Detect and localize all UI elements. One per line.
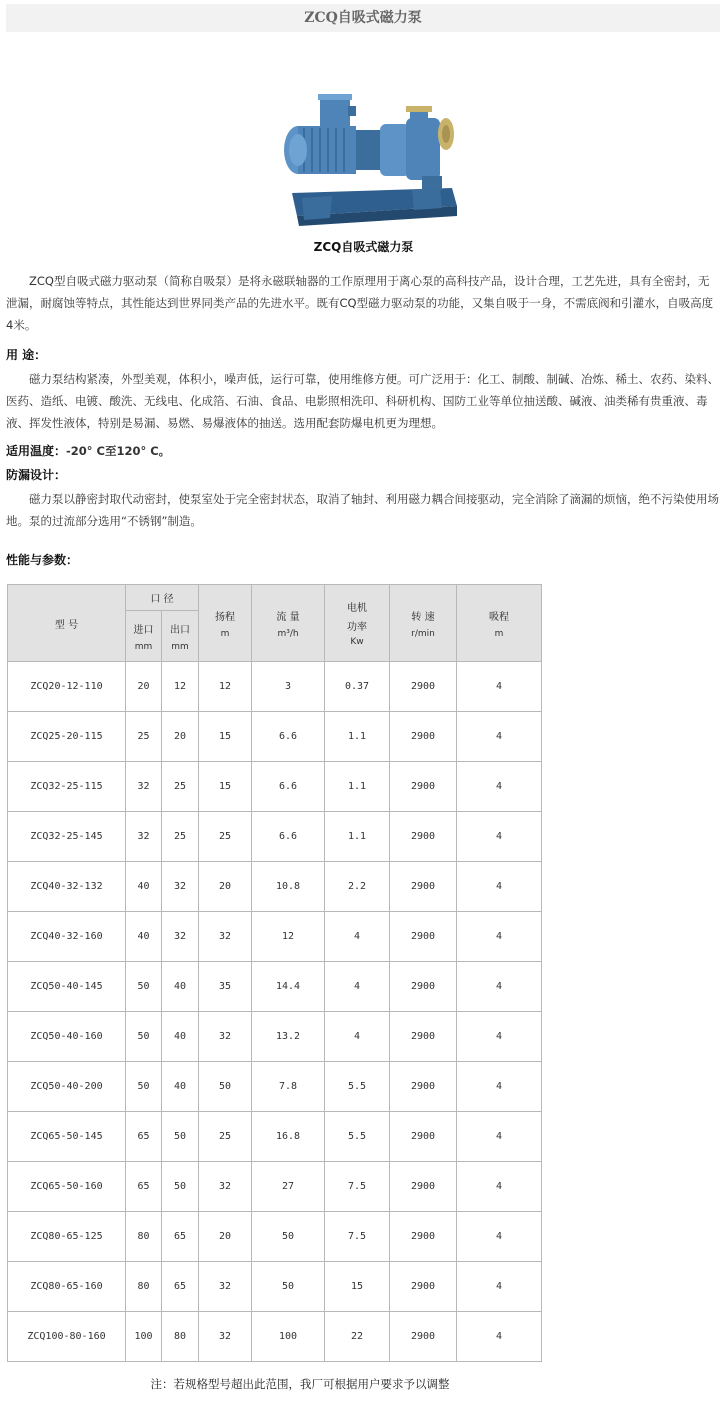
- header-outlet-label: 出口: [170, 624, 190, 636]
- model-cell: ZCQ20-12-110: [8, 662, 126, 712]
- figure-caption: ZCQ自吸式磁力泵: [313, 240, 414, 254]
- power-cell: 5.5: [325, 1062, 390, 1112]
- suction-cell: 4: [457, 862, 542, 912]
- model-cell: ZCQ50-40-200: [8, 1062, 126, 1112]
- spec-table-body: [8, 662, 542, 1362]
- flow-cell: 12: [252, 912, 325, 962]
- outlet-cell: 20: [162, 712, 199, 762]
- speed-cell: 2900: [390, 1212, 457, 1262]
- model-cell: ZCQ40-32-160: [8, 912, 126, 962]
- suction-cell: 4: [457, 912, 542, 962]
- model-cell: ZCQ65-50-160: [8, 1162, 126, 1212]
- suction-cell: 4: [457, 812, 542, 862]
- header-suction: [457, 585, 542, 662]
- speed-cell: 2900: [390, 1062, 457, 1112]
- suction-cell: 4: [457, 1112, 542, 1162]
- header-flow-unit: m³/h: [277, 628, 299, 639]
- table-row: [8, 1262, 542, 1312]
- header-suction-label: 吸程: [489, 611, 509, 623]
- temperature-value: -20° C至120° C。: [66, 444, 171, 458]
- temperature-heading: 适用温度：: [6, 444, 67, 458]
- power-cell: 1.1: [325, 712, 390, 762]
- speed-cell: 2900: [390, 962, 457, 1012]
- power-cell: 1.1: [325, 812, 390, 862]
- flow-cell: 14.4: [252, 962, 325, 1012]
- head-cell: 32: [199, 1162, 252, 1212]
- intro-paragraph: ZCQ型自吸式磁力驱动泵（简称自吸泵）是将永磁联轴器的工作原理用于离心泵的高科技产品，设计合理，工艺先进，具有全密封，无泄漏，耐腐蚀等特点，其性能达到世界同类产品的先进水平。既有CQ型磁力驱动泵的功能，又集自吸于一身，不需底阀和引灌水，自吸高度4米。: [6, 274, 714, 332]
- header-model: 型 号: [8, 585, 126, 662]
- outlet-cell: 65: [162, 1262, 199, 1312]
- suction-cell: 4: [457, 1212, 542, 1262]
- flow-cell: 27: [252, 1162, 325, 1212]
- header-inlet: [126, 611, 162, 662]
- flow-cell: 10.8: [252, 862, 325, 912]
- page-title: ZCQ自吸式磁力泵: [6, 4, 720, 32]
- header-flow-label: 流 量: [276, 611, 300, 623]
- outlet-cell: 40: [162, 962, 199, 1012]
- flow-cell: 6.6: [252, 812, 325, 862]
- header-head-label: 扬程: [215, 611, 235, 623]
- head-cell: 32: [199, 912, 252, 962]
- power-cell: 15: [325, 1262, 390, 1312]
- suction-cell: 4: [457, 1312, 542, 1362]
- model-cell: ZCQ50-40-160: [8, 1012, 126, 1062]
- header-speed-label: 转 速: [411, 611, 435, 623]
- inlet-cell: 50: [126, 1062, 162, 1112]
- power-cell: 7.5: [325, 1212, 390, 1262]
- power-cell: 22: [325, 1312, 390, 1362]
- table-header-row: [8, 585, 542, 611]
- model-cell: ZCQ65-50-145: [8, 1112, 126, 1162]
- outlet-cell: 12: [162, 662, 199, 712]
- suction-cell: 4: [457, 1062, 542, 1112]
- suction-cell: 4: [457, 1262, 542, 1312]
- temperature-row: [6, 442, 170, 459]
- inlet-cell: 32: [126, 812, 162, 862]
- flow-cell: 100: [252, 1312, 325, 1362]
- inlet-cell: 40: [126, 862, 162, 912]
- head-cell: 25: [199, 812, 252, 862]
- speed-cell: 2900: [390, 662, 457, 712]
- head-cell: 50: [199, 1062, 252, 1112]
- outlet-cell: 80: [162, 1312, 199, 1362]
- power-cell: 4: [325, 962, 390, 1012]
- table-row: [8, 1112, 542, 1162]
- outlet-cell: 40: [162, 1062, 199, 1112]
- speed-cell: 2900: [390, 812, 457, 862]
- inlet-cell: 80: [126, 1262, 162, 1312]
- table-row: [8, 712, 542, 762]
- head-cell: 15: [199, 712, 252, 762]
- inlet-cell: 20: [126, 662, 162, 712]
- header-speed-unit: r/min: [411, 628, 435, 639]
- inlet-cell: 65: [126, 1112, 162, 1162]
- head-cell: 32: [199, 1312, 252, 1362]
- table-row: [8, 812, 542, 862]
- power-cell: 2.2: [325, 862, 390, 912]
- table-row: [8, 1212, 542, 1262]
- head-cell: 32: [199, 1262, 252, 1312]
- outlet-cell: 40: [162, 1012, 199, 1062]
- speed-cell: 2900: [390, 1312, 457, 1362]
- inlet-cell: 65: [126, 1162, 162, 1212]
- table-row: [8, 962, 542, 1012]
- outlet-cell: 32: [162, 912, 199, 962]
- header-power-line2: 功率: [347, 622, 367, 633]
- head-cell: 35: [199, 962, 252, 1012]
- inlet-cell: 100: [126, 1312, 162, 1362]
- speed-cell: 2900: [390, 1262, 457, 1312]
- speed-cell: 2900: [390, 762, 457, 812]
- leakproof-heading: 防漏设计：: [6, 468, 67, 482]
- head-cell: 20: [199, 862, 252, 912]
- leakproof-paragraph: 磁力泵以静密封取代动密封，使泵室处于完全密封状态，取消了轴封、利用磁力耦合间接驱动，完全消除了滴漏的烦恼，绝不污染使用场地。泵的过流部分选用“不锈钢”制造。: [6, 492, 719, 528]
- inlet-cell: 40: [126, 912, 162, 962]
- flow-cell: 50: [252, 1262, 325, 1312]
- header-power-unit: Kw: [350, 637, 364, 647]
- suction-cell: 4: [457, 1012, 542, 1062]
- header-inlet-label: 进口: [133, 624, 154, 636]
- outlet-cell: 50: [162, 1112, 199, 1162]
- table-row: [8, 862, 542, 912]
- footnote: 注：若规格型号超出此范围，我厂可根据用户要求予以调整: [150, 1377, 450, 1391]
- table-row: [8, 912, 542, 962]
- header-power: [325, 585, 390, 662]
- suction-cell: 4: [457, 1162, 542, 1212]
- header-head: [199, 585, 252, 662]
- spec-table: [7, 584, 542, 1362]
- usage-heading: 用 途：: [6, 348, 47, 362]
- outlet-cell: 65: [162, 1212, 199, 1262]
- flow-cell: 6.6: [252, 712, 325, 762]
- flow-cell: 16.8: [252, 1112, 325, 1162]
- inlet-cell: 25: [126, 712, 162, 762]
- head-cell: 15: [199, 762, 252, 812]
- header-speed: [390, 585, 457, 662]
- power-cell: 4: [325, 912, 390, 962]
- outlet-cell: 50: [162, 1162, 199, 1212]
- inlet-cell: 50: [126, 1012, 162, 1062]
- usage-paragraph: 磁力泵结构紧凑，外型美观，体积小，噪声低，运行可靠，使用维修方便。可广泛用于：化工、制酸、制碱、冶炼、稀土、农药、染料、医药、造纸、电镀、酸洗、无线电、化成箔、石油、食品、电影照相洗印、科研机构、国防工业等单位抽送酸、碱液、油类稀有贵重液、毒液、挥发性液体，特别是易漏、易燃、易爆液体的抽送。选用配套防爆电机更为理想。: [6, 372, 719, 430]
- specs-heading: 性能与参数：: [6, 553, 79, 567]
- flow-cell: 50: [252, 1212, 325, 1262]
- outlet-cell: 32: [162, 862, 199, 912]
- speed-cell: 2900: [390, 862, 457, 912]
- model-cell: ZCQ32-25-115: [8, 762, 126, 812]
- model-cell: ZCQ25-20-115: [8, 712, 126, 762]
- table-row: [8, 1162, 542, 1212]
- head-cell: 25: [199, 1112, 252, 1162]
- suction-cell: 4: [457, 762, 542, 812]
- model-cell: ZCQ40-32-132: [8, 862, 126, 912]
- flow-cell: 7.8: [252, 1062, 325, 1112]
- header-head-unit: m: [220, 628, 230, 639]
- speed-cell: 2900: [390, 912, 457, 962]
- model-cell: ZCQ80-65-160: [8, 1262, 126, 1312]
- header-outlet: [162, 611, 199, 662]
- speed-cell: 2900: [390, 1112, 457, 1162]
- model-cell: ZCQ32-25-145: [8, 812, 126, 862]
- head-cell: 20: [199, 1212, 252, 1262]
- header-diameter: 口 径: [126, 585, 199, 611]
- speed-cell: 2900: [390, 1162, 457, 1212]
- header-inlet-unit: mm: [134, 641, 153, 652]
- model-cell: ZCQ80-65-125: [8, 1212, 126, 1262]
- table-row: [8, 1312, 542, 1362]
- table-row: [8, 662, 542, 712]
- header-flow: [252, 585, 325, 662]
- table-row: [8, 762, 542, 812]
- pump-image: [262, 88, 467, 233]
- speed-cell: 2900: [390, 1012, 457, 1062]
- table-row: [8, 1012, 542, 1062]
- inlet-cell: 50: [126, 962, 162, 1012]
- power-cell: 7.5: [325, 1162, 390, 1212]
- suction-cell: 4: [457, 662, 542, 712]
- header-power-line1: 电机: [347, 603, 367, 614]
- flow-cell: 6.6: [252, 762, 325, 812]
- flow-cell: 3: [252, 662, 325, 712]
- power-cell: 5.5: [325, 1112, 390, 1162]
- model-cell: ZCQ50-40-145: [8, 962, 126, 1012]
- suction-cell: 4: [457, 712, 542, 762]
- table-row: [8, 1062, 542, 1112]
- outlet-cell: 25: [162, 812, 199, 862]
- head-cell: 12: [199, 662, 252, 712]
- head-cell: 32: [199, 1012, 252, 1062]
- speed-cell: 2900: [390, 712, 457, 762]
- inlet-cell: 32: [126, 762, 162, 812]
- header-suction-unit: m: [494, 628, 504, 639]
- power-cell: 4: [325, 1012, 390, 1062]
- header-outlet-unit: mm: [171, 641, 189, 652]
- suction-cell: 4: [457, 962, 542, 1012]
- power-cell: 0.37: [325, 662, 390, 712]
- outlet-cell: 25: [162, 762, 199, 812]
- flow-cell: 13.2: [252, 1012, 325, 1062]
- power-cell: 1.1: [325, 762, 390, 812]
- model-cell: ZCQ100-80-160: [8, 1312, 126, 1362]
- inlet-cell: 80: [126, 1212, 162, 1262]
